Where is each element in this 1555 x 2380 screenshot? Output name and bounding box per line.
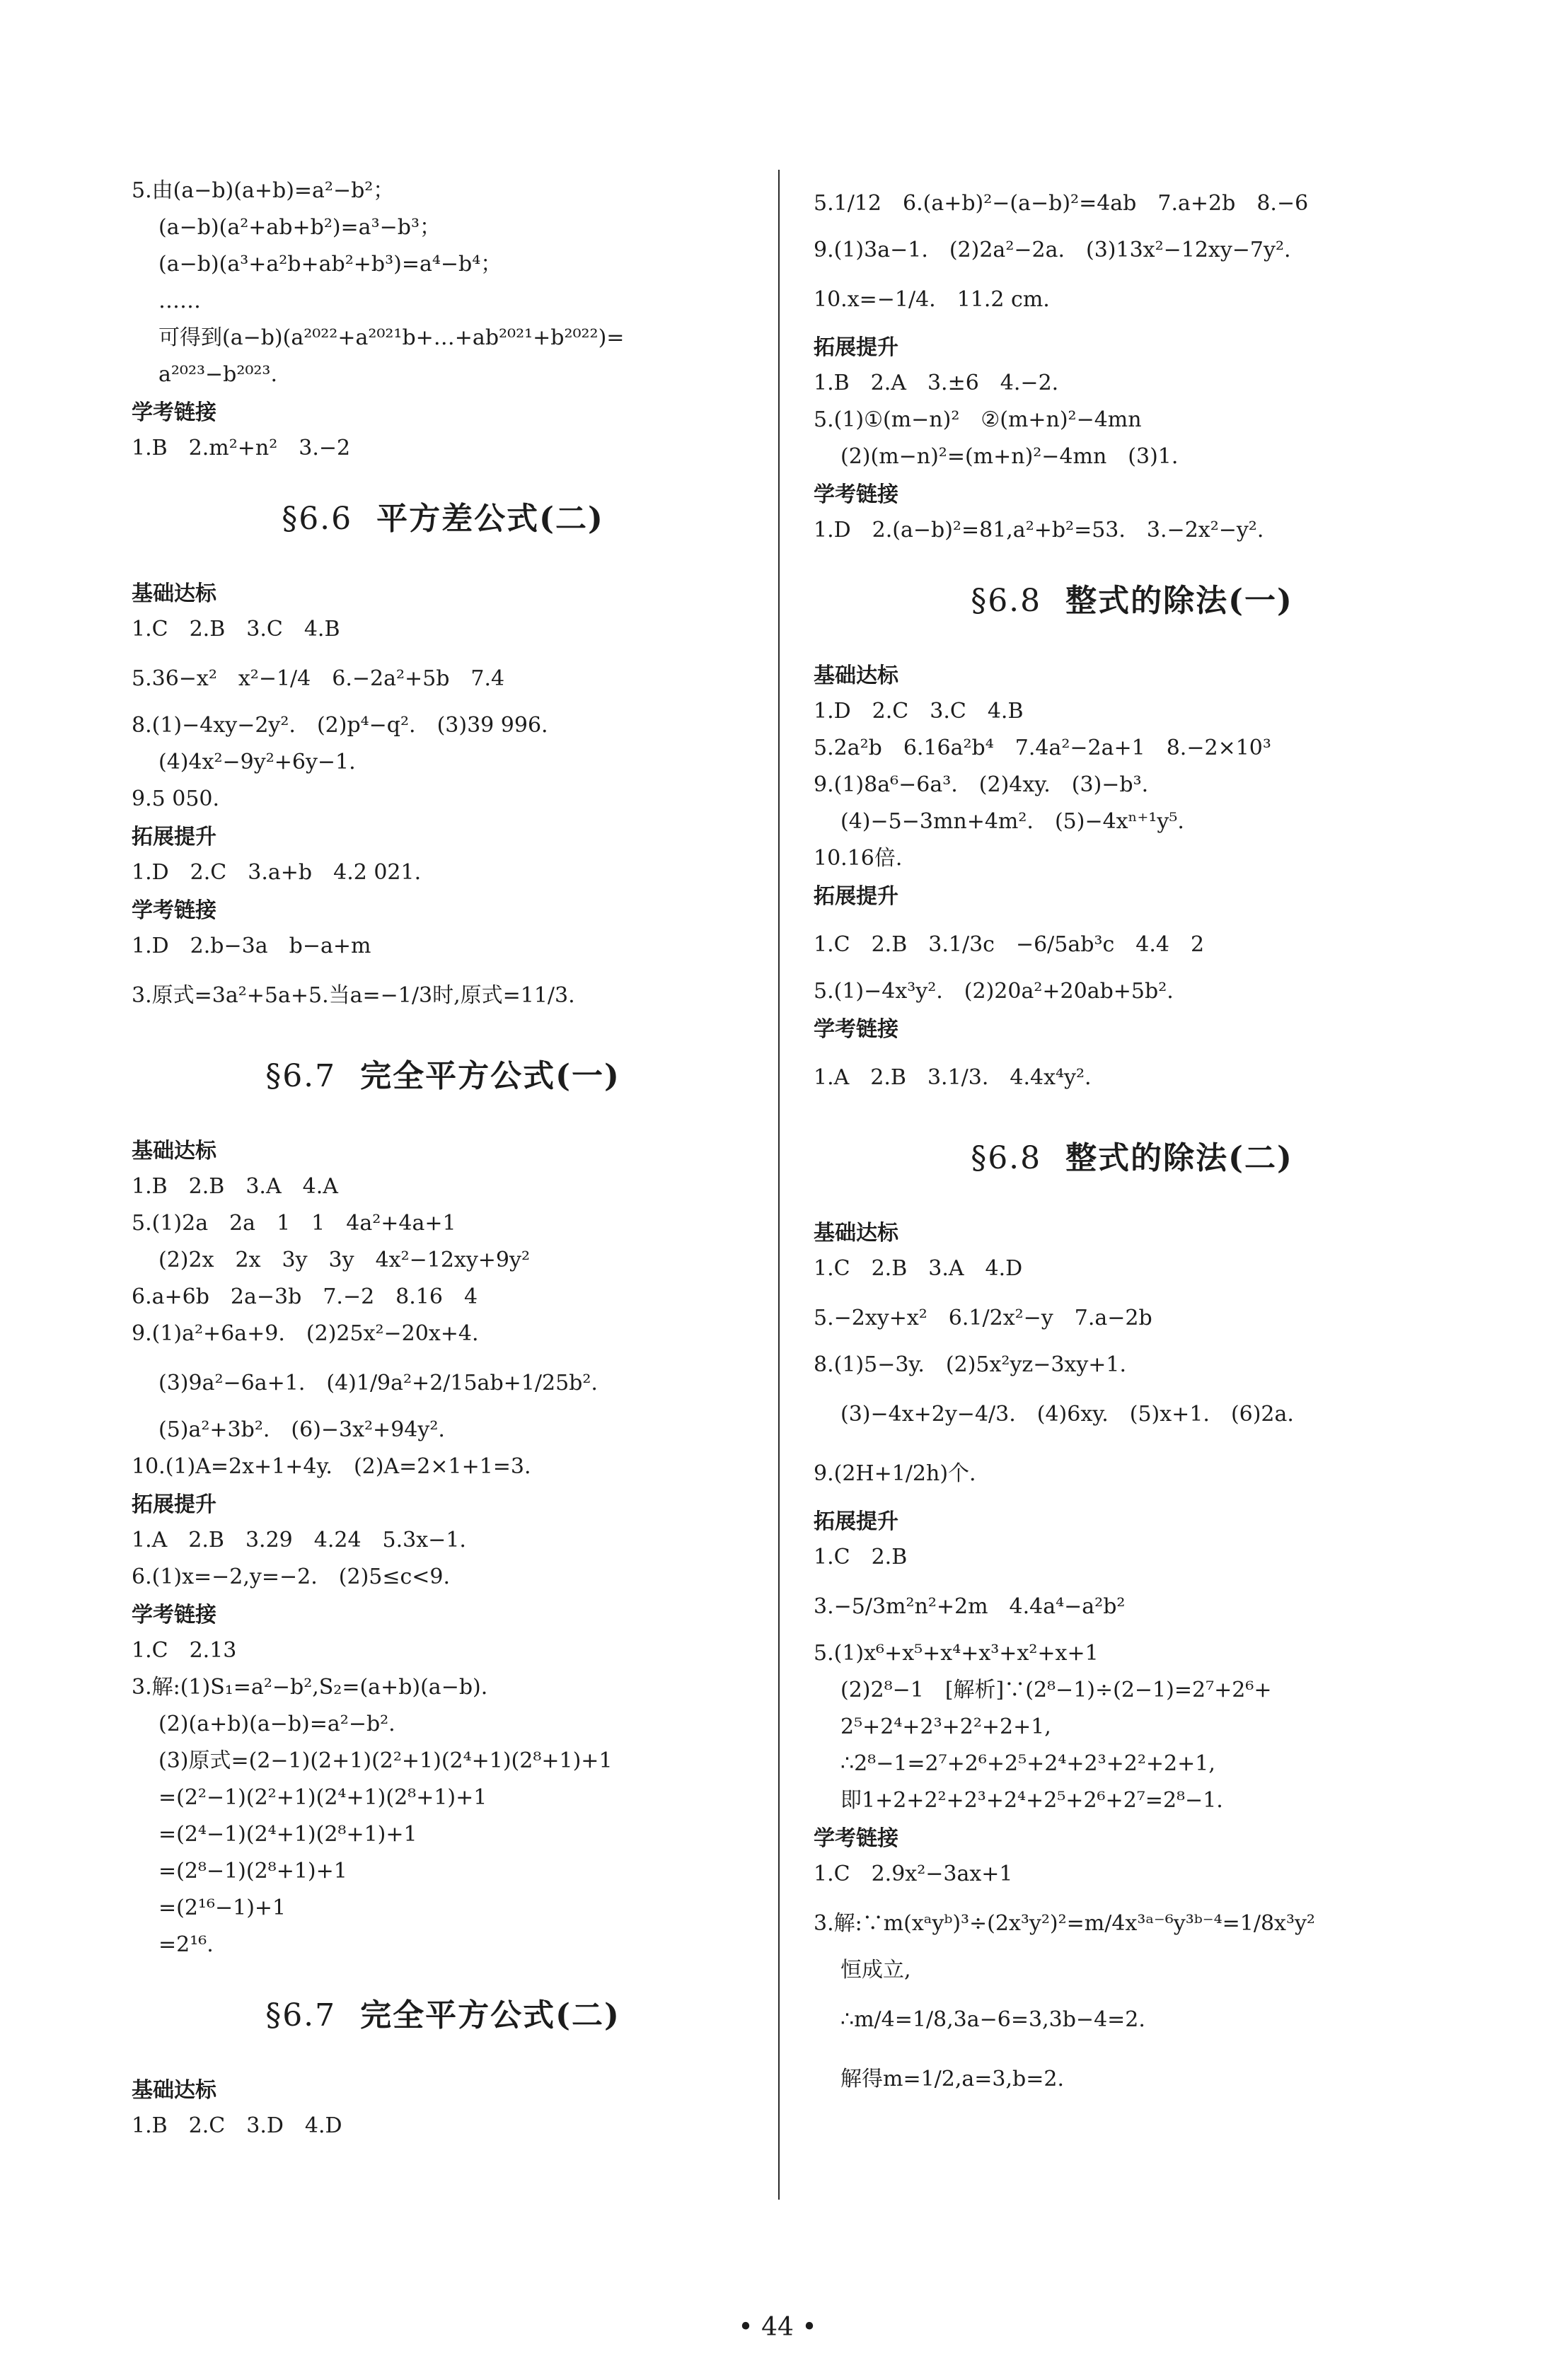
answer-line: 1.B 2.C 3.D 4.D	[132, 2113, 342, 2138]
answer-line: 2⁵+2⁴+2³+2²+2+1,	[840, 1714, 1051, 1739]
answer-line: 5.(1)2a 2a 1 1 4a²+4a+1	[132, 1211, 456, 1236]
subsection-heading: 拓展提升	[814, 335, 898, 360]
answer-line: 5.(1)①(m−n)² ②(m+n)²−4mn	[814, 407, 1142, 432]
answer-line: ∴m/4=1/8,3a−6=3,3b−4=2.	[840, 2007, 1145, 2032]
answer-line: 6.a+6b 2a−3b 7.−2 8.16 4	[132, 1284, 478, 1309]
answer-line: 5.(1)−4x³y². (2)20a²+20ab+5b².	[814, 979, 1174, 1004]
section-title	[132, 482, 754, 556]
answer-line: 1.B 2.A 3.±6 4.−2.	[814, 371, 1059, 395]
answer-line: 10.(1)A=2x+1+4y. (2)A=2×1+1=3.	[132, 1454, 531, 1479]
answer-line: 恒成立,	[840, 1958, 911, 1983]
answer-line: (4)−5−3mn+4m². (5)−4xⁿ⁺¹y⁵.	[840, 809, 1184, 834]
answer-line: 5.36−x² x²−1/4 6.−2a²+5b 7.4	[132, 666, 505, 691]
section-number: §6.7	[265, 1997, 337, 2033]
answer-line: 9.(2H+1/2h)个.	[814, 1461, 976, 1486]
answer-line: 可得到(a−b)(a²⁰²²+a²⁰²¹b+…+ab²⁰²¹+b²⁰²²)=	[158, 325, 625, 350]
column-divider	[778, 170, 780, 2200]
section-title	[132, 1040, 754, 1113]
answer-line: 1.A 2.B 3.29 4.24 5.3x−1.	[132, 1528, 466, 1552]
answer-line: (2)2x 2x 3y 3y 4x²−12xy+9y²	[158, 1248, 530, 1272]
subsection-heading: 基础达标	[814, 1221, 898, 1246]
answer-line: 5.2a²b 6.16a²b⁴ 7.4a²−2a+1 8.−2×10³	[814, 736, 1271, 760]
left-column	[132, 174, 754, 2146]
section-number: §6.6	[282, 501, 353, 537]
answer-line: 8.(1)−4xy−2y². (2)p⁴−q². (3)39 996.	[132, 713, 548, 738]
answer-line: 1.D 2.(a−b)²=81,a²+b²=53. 3.−2x²−y².	[814, 518, 1264, 542]
answer-line: 3.解:∵m(xᵃyᵇ)³÷(2x³y²)²=m/4x³ᵃ⁻⁶y³ᵇ⁻⁴=1/8x³y²	[814, 1911, 1315, 1936]
subsection-heading: 拓展提升	[132, 825, 216, 849]
section-name: 平方差公式(二)	[376, 501, 604, 537]
answer-line: 1.C 2.13	[132, 1638, 237, 1663]
subsection-heading: 拓展提升	[814, 1509, 898, 1534]
section-number: §6.8	[971, 1140, 1042, 1176]
answer-line: 8.(1)5−3y. (2)5x²yz−3xy+1.	[814, 1352, 1127, 1377]
section-name: 整式的除法(一)	[1065, 583, 1293, 619]
answer-line: ∴2⁸−1=2⁷+2⁶+2⁵+2⁴+2³+2²+2+1,	[840, 1751, 1215, 1776]
answer-line: (3)9a²−6a+1. (4)1/9a²+2/15ab+1/25b².	[158, 1371, 598, 1395]
answer-line: 1.A 2.B 3.1/3. 4.4x⁴y².	[814, 1065, 1092, 1090]
answer-line: 5.由(a−b)(a+b)=a²−b²；	[132, 178, 395, 203]
section-name: 完全平方公式(一)	[360, 1058, 620, 1094]
right-column	[814, 174, 1450, 2109]
section-number: §6.7	[265, 1058, 337, 1094]
answer-line: =(2⁸−1)(2⁸+1)+1	[158, 1859, 347, 1883]
answer-line: (5)a²+3b². (6)−3x²+94y².	[158, 1417, 445, 1442]
section-title	[132, 1979, 754, 2053]
answer-line: 9.5 050.	[132, 786, 220, 811]
subsection-heading: 基础达标	[132, 581, 216, 606]
answer-line: (2)2⁸−1 [解析]∵(2⁸−1)÷(2−1)=2⁷+2⁶+	[840, 1678, 1272, 1702]
section-name: 完全平方公式(二)	[360, 1997, 620, 2033]
answer-line: 1.D 2.C 3.a+b 4.2 021.	[132, 860, 422, 885]
answer-line: =(2⁴−1)(2⁴+1)(2⁸+1)+1	[158, 1822, 417, 1847]
section-title	[814, 1122, 1450, 1195]
answer-line: 1.C 2.9x²−3ax+1	[814, 1862, 1013, 1886]
answer-line: 5.(1)x⁶+x⁵+x⁴+x³+x²+x+1	[814, 1641, 1099, 1666]
answer-line: 9.(1)8a⁶−6a³. (2)4xy. (3)−b³.	[814, 772, 1149, 797]
answer-line: =(2¹⁶−1)+1	[158, 1896, 287, 1920]
subsection-heading: 学考链接	[132, 898, 216, 923]
answer-line: 1.B 2.m²+n² 3.−2	[132, 436, 351, 460]
section-name: 整式的除法(二)	[1065, 1140, 1293, 1176]
answer-line: 3.原式=3a²+5a+5.当a=−1/3时,原式=11/3.	[132, 983, 575, 1008]
answer-line: 6.(1)x=−2,y=−2. (2)5≤c<9.	[132, 1565, 451, 1589]
subsection-heading: 拓展提升	[814, 884, 898, 909]
section-title	[814, 564, 1450, 638]
answer-line: 10.16倍.	[814, 846, 903, 871]
answer-line: (3)原式=(2−1)(2+1)(2²+1)(2⁴+1)(2⁸+1)+1	[158, 1748, 613, 1773]
answer-line: 9.(1)a²+6a+9. (2)25x²−20x+4.	[132, 1321, 479, 1346]
answer-line: (2)(m−n)²=(m+n)²−4mn (3)1.	[840, 444, 1179, 469]
answer-line: a²⁰²³−b²⁰²³.	[158, 362, 277, 387]
answer-line: 即1+2+2²+2³+2⁴+2⁵+2⁶+2⁷=2⁸−1.	[840, 1788, 1223, 1813]
answer-line: 1.C 2.B 3.A 4.D	[814, 1256, 1023, 1281]
answer-line: 1.D 2.C 3.C 4.B	[814, 699, 1024, 724]
subsection-heading: 学考链接	[132, 1603, 216, 1627]
subsection-heading: 拓展提升	[132, 1492, 216, 1517]
answer-line: 3.−5/3m²n²+2m 4.4a⁴−a²b²	[814, 1594, 1126, 1619]
answer-line: 1.C 2.B 3.C 4.B	[132, 617, 340, 642]
answer-line: 解得m=1/2,a=3,b=2.	[840, 2067, 1065, 2091]
answer-line: (a−b)(a³+a²b+ab²+b³)=a⁴−b⁴；	[158, 252, 502, 277]
page-number: • 44 •	[738, 2313, 817, 2342]
answer-line: 1.C 2.B 3.1/3c −6/5ab³c 4.4 2	[814, 932, 1205, 957]
section-number: §6.8	[971, 583, 1042, 619]
answer-line: 9.(1)3a−1. (2)2a²−2a. (3)13x²−12xy−7y².	[814, 238, 1291, 262]
answer-line: 3.解:(1)S₁=a²−b²,S₂=(a+b)(a−b).	[132, 1675, 488, 1700]
answer-line: 5.1/12 6.(a+b)²−(a−b)²=4ab 7.a+2b 8.−6	[814, 191, 1309, 216]
answer-line: 10.x=−1/4. 11.2 cm.	[814, 287, 1050, 312]
subsection-heading: 学考链接	[814, 482, 898, 507]
subsection-heading: 学考链接	[132, 400, 216, 425]
answer-line: 5.−2xy+x² 6.1/2x²−y 7.a−2b	[814, 1306, 1152, 1330]
subsection-heading: 基础达标	[814, 663, 898, 688]
subsection-heading: 基础达标	[132, 2078, 216, 2103]
answer-line: =2¹⁶.	[158, 1932, 214, 1957]
answer-line: ……	[158, 289, 201, 313]
subsection-heading: 学考链接	[814, 1826, 898, 1851]
answer-line: (a−b)(a²+ab+b²)=a³−b³；	[158, 215, 441, 240]
answer-line: (4)4x²−9y²+6y−1.	[158, 750, 356, 774]
subsection-heading: 学考链接	[814, 1017, 898, 1042]
answer-line: 1.C 2.B	[814, 1545, 908, 1569]
answer-line: 1.D 2.b−3a b−a+m	[132, 934, 371, 958]
answer-line: 1.B 2.B 3.A 4.A	[132, 1174, 338, 1199]
answer-line: (3)−4x+2y−4/3. (4)6xy. (5)x+1. (6)2a.	[840, 1402, 1294, 1427]
subsection-heading: 基础达标	[132, 1139, 216, 1163]
answer-line: =(2²−1)(2²+1)(2⁴+1)(2⁸+1)+1	[158, 1785, 487, 1810]
answer-line: (2)(a+b)(a−b)=a²−b².	[158, 1712, 395, 1736]
